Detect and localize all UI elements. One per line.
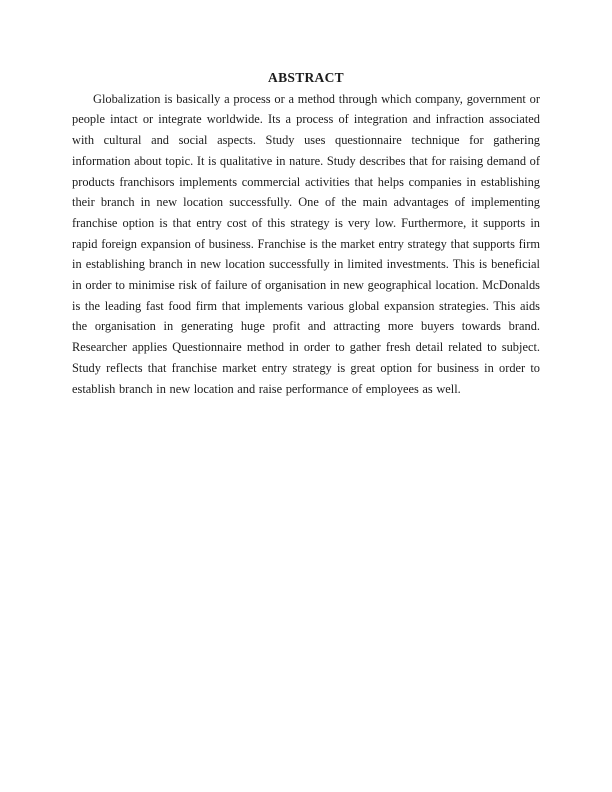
abstract-paragraph: Globalization is basically a process or a method through which company, government or people intact or integrate worldwide. Its a process of integration and infraction associated with cultural and social aspects. Study uses questionnaire technique for gathering information about topic. It is qualitative in nature. Study describes that for raising demand of products franchisors implements commercial activities that helps companies in establishing their branch in new location successfully. One of the main advantages of implementing franchise option is that entry cost of this strategy is very low. Furthermore, it supports in rapid foreign expansion of business. Franchise is the market entry strategy that supports firm in establishing branch in new location successfully in limited investments. This is beneficial in order to minimise risk of failure of organisation in new geographical location. McDonalds is the leading fast food firm that implements various global expansion strategies. This aids the organisation in generating huge profit and attracting more buyers towards brand. Researcher applies Questionnaire method in order to gather fresh detail related to subject. Study reflects that franchise market entry strategy is great option for business in order to establish branch in new location and raise performance of employees as well. (72, 91, 540, 396)
document-title: ABSTRACT (268, 70, 344, 85)
